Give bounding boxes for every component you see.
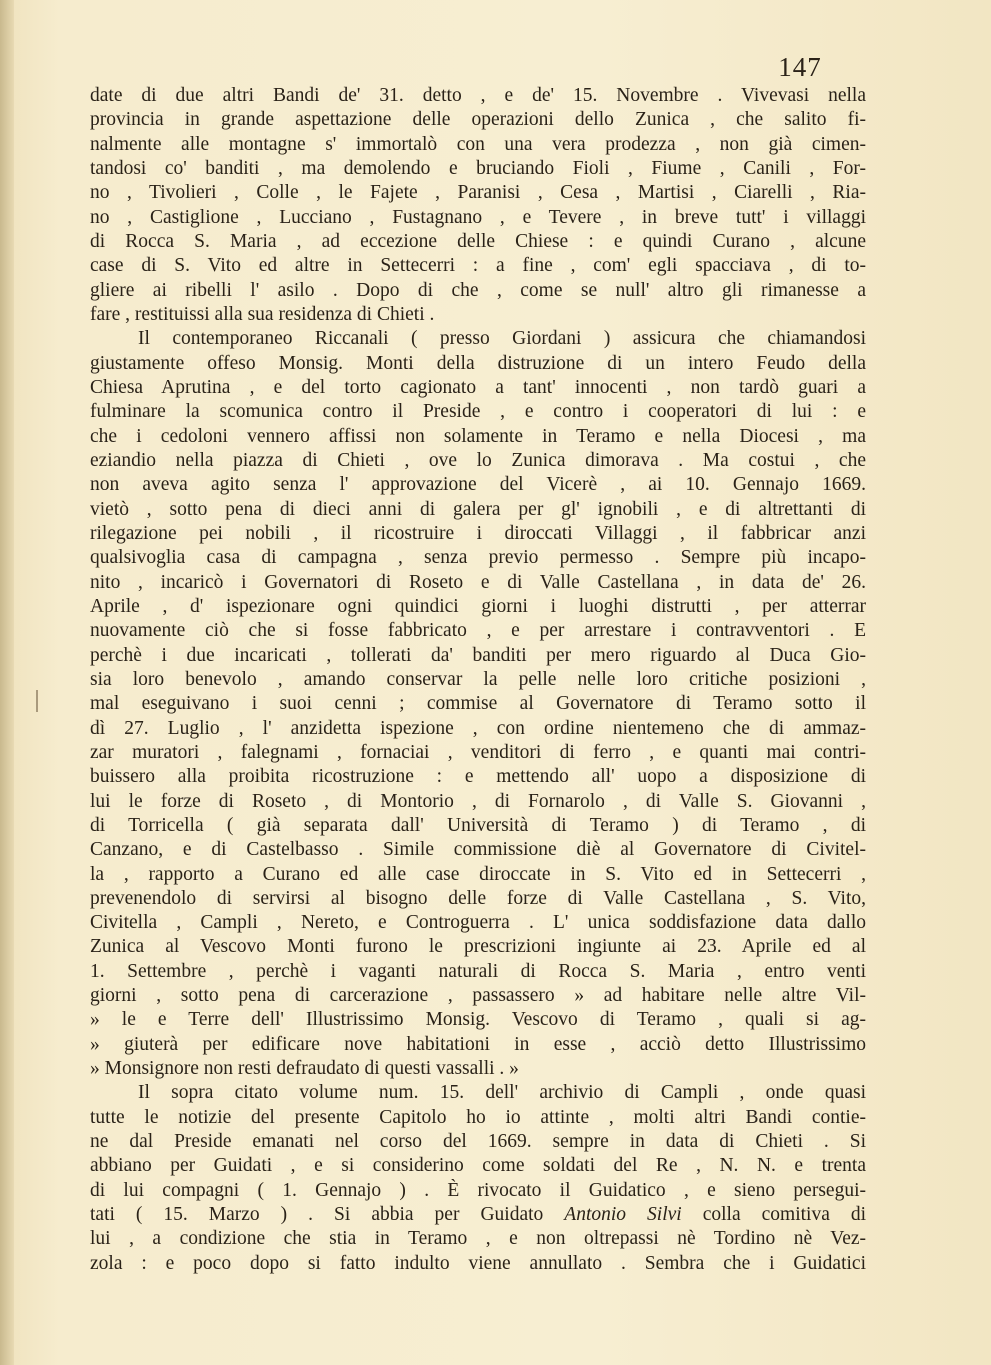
- text-line: 1. Settembre , perchè i vaganti naturali di Rocca S. Maria , entro venti: [90, 960, 866, 982]
- text-line: no , Castiglione , Lucciano , Fustagnano , e Tevere , in breve tutt' i villaggi: [90, 206, 866, 228]
- text-line: non aveva agito senza l' approvazione del Vicerè , ai 10. Gennajo 1669.: [90, 474, 866, 496]
- text-line: abbiano per Guidati , e si considerino come soldati del Re , N. N. e trenta: [90, 1155, 866, 1177]
- text-line: fulminare la scomunica contro il Preside , e contro i cooperatori di lui : e: [90, 401, 866, 423]
- text-line: date di due altri Bandi de' 31. detto , e de' 15. Novembre . Vivevasi nella: [90, 85, 866, 106]
- italic-line-after: colla comitiva di: [681, 1204, 866, 1226]
- text-line: che i cedoloni vennero affissi non solamente in Teramo e nella Diocesi , ma: [90, 425, 866, 447]
- margin-mark: [36, 690, 38, 712]
- text-line: lui le forze di Roseto , di Montorio , di Fornarolo , di Valle S. Giovanni ,: [90, 790, 866, 812]
- page-binding-edge: [0, 0, 14, 1365]
- text-line: gliere ai ribelli l' asilo . Dopo di che , come se null' altro gli rimanesse a: [90, 279, 866, 301]
- text-line: di lui compagni ( 1. Gennajo ) . È rivocato il Guidatico , e sieno persegui-: [90, 1179, 866, 1201]
- text-line: di Rocca S. Maria , ad eccezione delle Chiese : e quindi Curano , alcune: [90, 230, 866, 252]
- paragraph-first-line: Il sopra citato volume num. 15. dell' archivio di Campli , onde quasi: [138, 1082, 866, 1104]
- text-line: Aprile , d' ispezionare ogni quindici giorni i luoghi distrutti , per atterrar: [90, 595, 866, 617]
- quoted-line: » le e Terre dell' Illustrissimo Monsig. Vescovo di Teramo , quali si ag-: [90, 1009, 866, 1031]
- text-line: lui , a condizione che stia in Teramo , e non oltrepassi nè Tordino nè Vez-: [90, 1228, 866, 1250]
- text-line: tandosi co' banditi , ma demolendo e bruciando Fioli , Fiume , Canili , For-: [90, 157, 866, 179]
- text-line: prevenendolo di servirsi al bisogno delle forze di Valle Castellana , S. Vito,: [90, 887, 866, 909]
- quoted-line: » giuterà per edificare nove habitationi in esse , acciò detto Illustrissimo: [90, 1033, 866, 1055]
- body-text: [90, 84, 866, 1276]
- text-line: mal eseguivano i suoi cenni ; commise al Governatore di Teramo sotto il: [90, 693, 866, 715]
- text-line-with-italic: [90, 1203, 866, 1227]
- text-line: dì 27. Luglio , l' anzidetta ispezione , con ordine nientemeno che di ammaz-: [90, 717, 866, 739]
- text-line: case di S. Vito ed altre in Settecerri : a fine , com' egli spacciava , di to-: [90, 255, 866, 277]
- text-line: vietò , sotto pena di dieci anni di galera per gl' ignobili , e di altrettanti di: [90, 498, 866, 520]
- italic-line-before: tati ( 15. Marzo ) . Si abbia per Guidato: [90, 1204, 565, 1226]
- text-line: nuovamente ciò che si fosse fabbricato , e per arrestare i contravventori . E: [90, 620, 866, 642]
- text-line: zola : e poco dopo si fatto indulto viene annullato . Sembra che i Guidatici: [90, 1252, 866, 1274]
- text-line: ne dal Preside emanati nel corso del 1669. sempre in data di Chieti . Si: [90, 1131, 866, 1153]
- text-line: fare , restituissi alla sua residenza di Chieti .: [90, 303, 435, 325]
- text-line: nalmente alle montagne s' immortalò con una vera prodezza , non già cimen-: [90, 133, 866, 155]
- text-line: qualsivoglia casa di campagna , senza previo permesso . Sempre più incapo-: [90, 547, 866, 569]
- text-line: la , rapporto a Curano ed alle case diroccate in S. Vito ed in Settecerri ,: [90, 863, 866, 885]
- paragraph-first-line: Il contemporaneo Riccanali ( presso Giordani ) assicura che chiamandosi: [138, 328, 866, 350]
- quoted-line: » Monsignore non resti defraudato di questi vassalli . »: [90, 1058, 519, 1080]
- page-number: 147: [778, 52, 822, 82]
- text-line: Zunica al Vescovo Monti furono le prescrizioni ingiunte ai 23. Aprile ed al: [90, 936, 866, 958]
- text-line: di Torricella ( già separata dall' Università di Teramo ) di Teramo , di: [90, 814, 866, 836]
- text-line: nito , incaricò i Governatori di Roseto e di Valle Castellana , in data de' 26.: [90, 571, 866, 593]
- text-line: no , Tivolieri , Colle , le Fajete , Paranisi , Cesa , Martisi , Ciarelli , Ria-: [90, 182, 866, 204]
- text-line: eziandio nella piazza di Chieti , ove lo Zunica dimorava . Ma costui , che: [90, 449, 866, 471]
- text-line: giustamente offeso Monsig. Monti della distruzione di un intero Feudo della: [90, 352, 866, 374]
- text-line: sia loro benevolo , amando conservar la pelle nelle loro critiche posizioni ,: [90, 668, 866, 690]
- text-line: Canzano, e di Castelbasso . Simile commissione diè al Governatore di Civitel-: [90, 839, 866, 861]
- text-line: Civitella , Campli , Nereto, e Controguerra . L' unica soddisfazione data dallo: [90, 912, 866, 934]
- text-line: buissero alla proibita ricostruzione : e mettendo all' uopo a disposizione di: [90, 766, 866, 788]
- text-line: Chiesa Aprutina , e del torto cagionato a tant' innocenti , non tardò guari a: [90, 376, 866, 398]
- text-line: rilegazione pei nobili , il ricostruire i diroccati Villaggi , il fabbricar anzi: [90, 522, 866, 544]
- quoted-line: giorni , sotto pena di carcerazione , passassero » ad habitare nelle altre Vil-: [90, 985, 866, 1007]
- text-line: zar muratori , falegnami , fornaciai , venditori di ferro , e quanti mai contri-: [90, 741, 866, 763]
- text-line: provincia in grande aspettazione delle operazioni dello Zunica , che salito fi-: [90, 109, 866, 131]
- text-line: tutte le notizie del presente Capitolo ho io attinte , molti altri Bandi contie-: [90, 1106, 866, 1128]
- italic-name: Antonio Silvi: [564, 1204, 682, 1226]
- text-line: perchè i due incaricati , tollerati da' banditi per mero riguardo al Duca Gio-: [90, 644, 866, 666]
